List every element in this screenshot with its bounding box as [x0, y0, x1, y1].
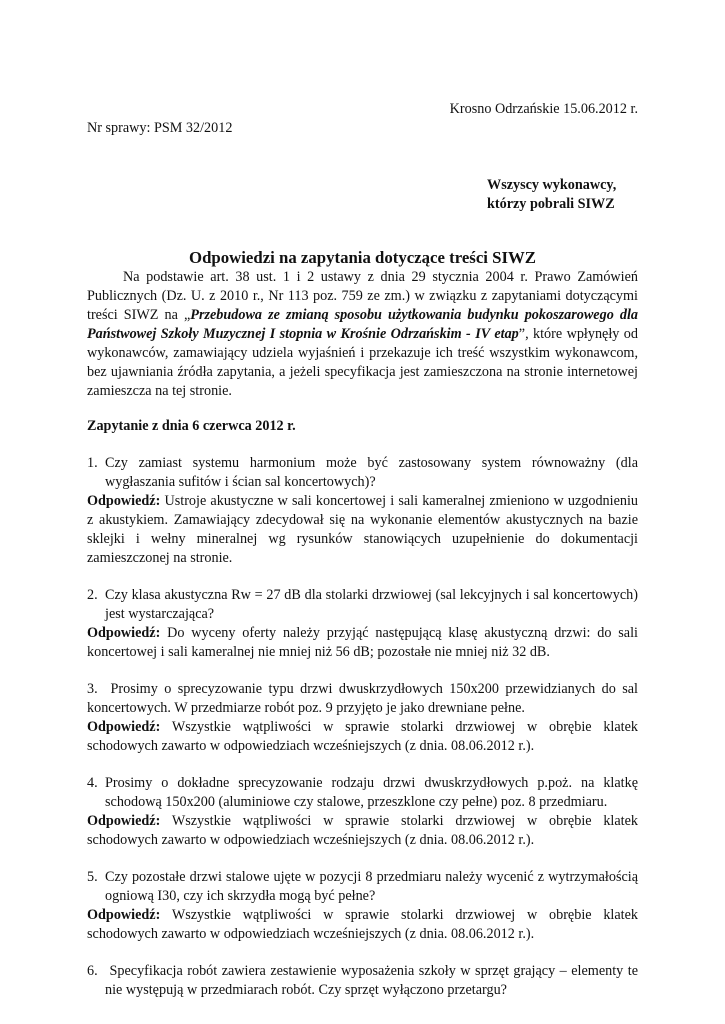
- question-number: 1.: [87, 455, 98, 471]
- answer: [87, 624, 638, 662]
- question: [87, 680, 638, 718]
- question: [87, 868, 638, 906]
- intro-part-1: Na podstawie art. 38 ust. 1 i 2 ustawy z dnia 29 stycznia 2004 r. Prawo Zamówień Publicznych (Dz. U. z 2010 r., Nr 113 poz. 759 ze zm.) w związku z zapytaniami dotyczącymi treści SIWZ na „: [87, 269, 638, 323]
- answer-label: Odpowiedź:: [87, 813, 161, 829]
- answer-label: Odpowiedź:: [87, 493, 161, 509]
- answer: [87, 906, 638, 944]
- question-number: 5.: [87, 869, 98, 885]
- case-number: Nr sprawy: PSM 32/2012: [87, 120, 233, 136]
- intro-part-2: ”, które wpłynęły od wykonawców, zamawiający udziela wyjaśnień i przekazuje ich treść wszystkim wykonawcom, bez ujawniania źródła zapytania, a jeżeli specyfikacja jest zamieszczona na stronie internetowej zamieszcza na tej stronie.: [87, 326, 638, 399]
- addressee-line-1: Wszyscy wykonawcy,: [487, 177, 617, 193]
- question-text: Czy zamiast systemu harmonium może być zastosowany system równoważny (dla wygłaszania sufitów i ścian sal koncertowych)?: [105, 455, 638, 490]
- question-text: Prosimy o dokładne sprecyzowanie rodzaju drzwi dwuskrzydłowych p.poż. na klatkę schodową 150x200 (aluminiowe czy stalowe, przeszklone czy pełne) poz. 8 przedmiaru.: [105, 775, 638, 810]
- question-number: 3.: [87, 681, 98, 697]
- answer-label: Odpowiedź:: [87, 625, 161, 641]
- qa-item-6: [87, 962, 638, 1000]
- addressee: [87, 176, 638, 214]
- answer-label: Odpowiedź:: [87, 907, 161, 923]
- answer-text: Ustroje akustyczne w sali koncertowej i sali kameralnej zmieniono w uzgodnieniu z akustykiem. Zamawiający zdecydował się na wykonanie elementów akustycznych na bazie sklejki i wełny mineralnej wg rysunków stanowiących uzupełnienie do dokumentacji zamieszczonej na stronie.: [87, 493, 638, 566]
- question-number: 6.: [87, 963, 98, 979]
- answer-text: Wszystkie wątpliwości w sprawie stolarki drzwiowej w obrębie klatek schodowych zawarto w odpowiedziach wcześniejszych (z dnia. 08.06.2012 r.).: [87, 813, 638, 848]
- question: [87, 454, 638, 492]
- question: [87, 962, 638, 1000]
- document-title: Odpowiedzi na zapytania dotyczące treści SIWZ: [189, 248, 536, 267]
- qa-item-3: [87, 680, 638, 756]
- answer-text: Wszystkie wątpliwości w sprawie stolarki drzwiowej w obrębie klatek schodowych zawarto w odpowiedziach wcześniejszych (z dnia. 08.06.2012 r.).: [87, 719, 638, 754]
- answer: [87, 718, 638, 756]
- document-body: [87, 100, 638, 1000]
- answer-text: Do wyceny oferty należy przyjąć następującą klasę akustyczną drzwi: do sali koncertowej i sali kameralnej nie mniej niż 56 dB; pozostałe nie mniej niż 32 dB.: [87, 625, 638, 660]
- answer: [87, 812, 638, 850]
- question-text: Czy pozostałe drzwi stalowe ujęte w pozycji 8 przedmiaru należy wycenić z wytrzymałością ogniową I30, czy ich skrzydła mogą być pełne?: [105, 869, 638, 904]
- project-name: Przebudowa ze zmianą sposobu użytkowania budynku pokoszarowego dla Państwowej Szkoły Muzycznej I stopnia w Krośnie Odrzańskim - IV etap: [87, 307, 638, 342]
- qa-item-2: [87, 586, 638, 662]
- question: [87, 586, 638, 624]
- answer-label: Odpowiedź:: [87, 719, 161, 735]
- question: [87, 774, 638, 812]
- question-number: 2.: [87, 587, 98, 603]
- place-date: Krosno Odrzańskie 15.06.2012 r.: [449, 101, 638, 117]
- qa-item-1: [87, 454, 638, 568]
- question-text: Prosimy o sprecyzowanie typu drzwi dwuskrzydłowych 150x200 przewidzianych do sal koncertowych. W przedmiarze robót poz. 9 przyjęto je jako drewniane pełne.: [87, 681, 638, 716]
- qa-item-4: [87, 774, 638, 850]
- addressee-line-2: którzy pobrali SIWZ: [487, 196, 615, 212]
- answer: [87, 492, 638, 568]
- intro-paragraph: [87, 268, 638, 401]
- question-number: 4.: [87, 775, 98, 791]
- question-text: Czy klasa akustyczna Rw = 27 dB dla stolarki drzwiowej (sal lekcyjnych i sal koncertowych) jest wystarczająca?: [105, 587, 638, 622]
- qa-item-5: [87, 868, 638, 944]
- section-heading: Zapytanie z dnia 6 czerwca 2012 r.: [87, 418, 296, 434]
- answer-text: Wszystkie wątpliwości w sprawie stolarki drzwiowej w obrębie klatek schodowych zawarto w odpowiedziach wcześniejszych (z dnia. 08.06.2012 r.).: [87, 907, 638, 942]
- question-text: Specyfikacja robót zawiera zestawienie wyposażenia szkoły w sprzęt grający – elementy te nie występują w przedmiarach robót. Czy sprzęt wyłączono przetargu?: [105, 963, 638, 998]
